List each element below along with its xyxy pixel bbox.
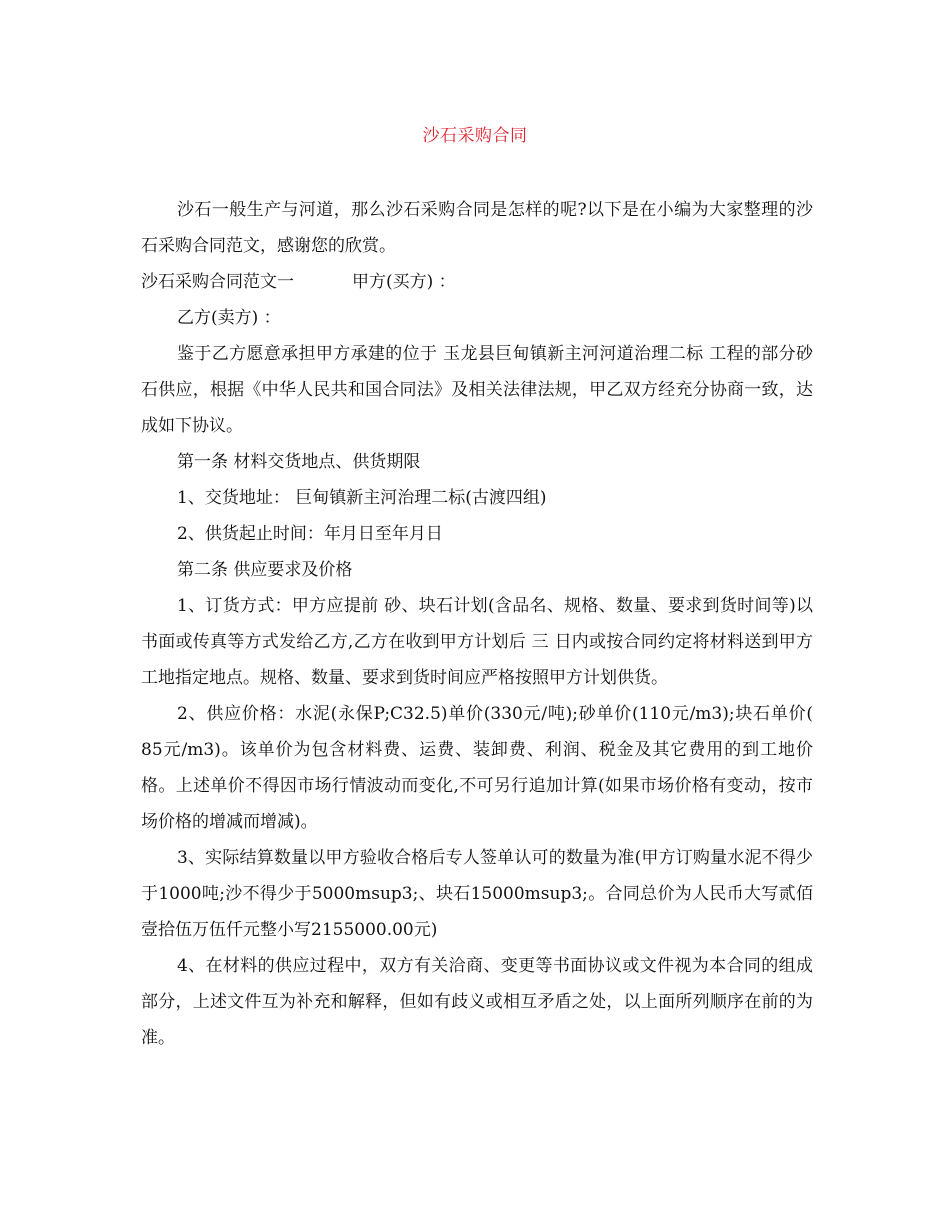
- article-2-item-2: 2、供应价格：水泥(永保P;C32.5)单价(330元/吨);砂单价(110元/m3);块石单价( 85元/m3)。该单价为包含材料费、运费、装卸费、利润、税金及其它费用的到工地价格。上述单价不得因市场行情波动而变化,不可另行追加计算(如果市场价格有变动，按市场价格的增减而增减)。: [141, 704, 813, 832]
- article-1-item-2: 2、供货起止时间：年月日至年月日: [177, 524, 443, 544]
- article-2-item-4: 4、在材料的供应过程中，双方有关洽商、变更等书面协议或文件视为本合同的组成部分，上述文件互为补充和解释，但如有歧义或相互矛盾之处，以上面所列顺序在前的为准。: [141, 956, 813, 1048]
- document-title: 沙石采购合同: [422, 126, 528, 146]
- article-2-item-1: 1、订货方式：甲方应提前 砂、块石计划(含品名、规格、数量、要求到货时间等)以书面或传真等方式发给乙方,乙方在收到甲方计划后 三 日内或按合同约定将材料送到甲方工地指定地点。规格、数量、要求到货时间应严格按照甲方计划供货。: [141, 596, 813, 688]
- intro-paragraph: 沙石一般生产与河道，那么沙石采购合同是怎样的呢?以下是在小编为大家整理的沙石采购合同范文，感谢您的欣赏。: [141, 200, 813, 256]
- article-1-item-1: 1、交货地址： 巨甸镇新主河治理二标(古渡四组): [177, 488, 547, 508]
- sample-heading: 沙石采购合同范文一: [141, 272, 294, 292]
- party-b-label: 乙方(卖方) ：: [177, 308, 281, 328]
- preamble-paragraph: 鉴于乙方愿意承担甲方承建的位于 玉龙县巨甸镇新主河河道治理二标 工程的部分砂石供应，根据《中华人民共和国合同法》及相关法律法规，甲乙双方经充分协商一致，达成如下协议。: [141, 344, 813, 436]
- article-2-item-3: 3、实际结算数量以甲方验收合格后专人签单认可的数量为准(甲方订购量水泥不得少于1000吨;沙不得少于5000msup3;、块石15000msup3;。合同总价为人民币大写贰佰壹拾伍万伍仟元整小写2155000.00元): [141, 848, 813, 940]
- party-a-label: 甲方(买方) ：: [352, 272, 456, 292]
- document-body: [141, 192, 813, 1056]
- article-2-title: 第二条 供应要求及价格: [177, 560, 353, 580]
- sample-heading-line: [141, 264, 813, 300]
- article-1-title: 第一条 材料交货地点、供货期限: [177, 452, 421, 472]
